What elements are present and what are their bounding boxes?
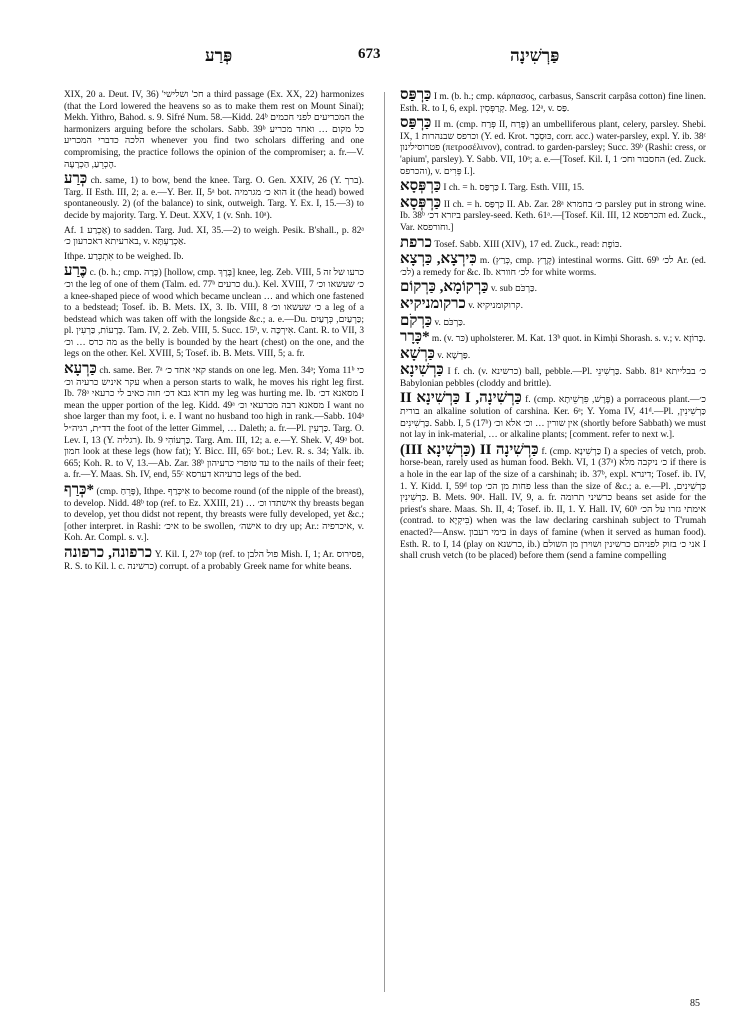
entry-headword: כַּרְפְּסָא bbox=[400, 178, 442, 195]
dictionary-entry bbox=[400, 115, 707, 178]
entry-headword: *כְּרַף bbox=[64, 482, 94, 498]
entry-text: ch. same, 1) to bow, bend the knee. Targ. O. Gen. XXIV, 26 (Y. ברך). Targ. II Esth. III, 2; a. e.—Y. Ber. II, 5ᵃ bot. הוא כ׳ מגרמיה it (the head) bowed spontaneously. 2) (of the balance) to sink, outweigh. Targ. Y. Ex. I, 15.—3) to decide by majority. Targ. Y. Deut. XXV, 1 (v. Snh. 10ᵃ). bbox=[64, 176, 364, 221]
dictionary-entry bbox=[64, 171, 364, 222]
dictionary-entry bbox=[400, 234, 706, 252]
dictionary-entry bbox=[400, 441, 707, 563]
entry-text: II m. (cmp. פְּרַח II, פֶּרַח) an umbelliferous plant, celery, parsley. Shebi. IX, 1 וכרפס שבנהרות (Y. ed. Krot. כּוּסְבָר, corr. acc.) water-parsley, expl. Y. ib. 38ᶜ פטרוסילינון (πετροσέλινον), contrad. to garden-parsley; Succ. 39ᵇ (Rashi: cress, or 'apium', parsley). Y. Sabb. VII, 10ᵃ; a. e.—[Tosef. Kil. I, 1 החסבור וחכ׳ (ed. Zuck. והכרפס), v. פְּרִים I.]. bbox=[400, 120, 707, 177]
entry-text: v. sub כַּרְכֹּם. bbox=[490, 284, 537, 295]
dictionary-entry bbox=[400, 345, 706, 363]
dictionary-entry bbox=[400, 362, 706, 390]
folio-number: 85 bbox=[690, 998, 700, 1009]
entry-headword: כַּרְקוֹמָא, כַּרְקוֹם bbox=[400, 279, 489, 296]
entry-headword: כֶּרַע bbox=[64, 263, 88, 280]
entry-text: XIX, 20 a. Deut. IV, 36) 'חכ' ושלישי a third passage (Ex. XX, 22) harmonizes (that the Lord lowered the heavens so as to make them rest on Mount Sinai); Mekh. Yithro, Bahod. s. 9. Sifré Num. 58.—Kidd. 24ᵇ המכריעים לפני חכמים the harmonizers arguing before the scholars. Sabb. 39ᵇ כל מקום … ואחד מכריע הלכה כדברי המכריע whenever you find two scholars differing and one compromising, the practice follows the opinion of the compromiser; a. fr.—V. הֶכְרֵעַ, הַכְרָעָה. bbox=[64, 90, 365, 170]
entry-headword: כרפונה, כרפונה bbox=[64, 544, 153, 561]
dictionary-entry bbox=[400, 312, 706, 330]
entry-headword: כרקומניקיא bbox=[400, 295, 466, 312]
entry-text: f. (cmp. כַּרְשִׁינָא I) a species of vetch, prob. horse-bean, rarely used as human food. Bekh. VI, 1 (37ᵃ) כ׳ ניקבה מלא if there is a hole in the ear lap of the size of a carshinah; ib. 37ᵇ, expl. דינרא; Tosef. ib. IV, 1. Y. Kidd. I, 59ᵈ top פחות מן הכ׳ less than the size of &c.; a. e.—Pl. כַּרְשִׁינִים, כַּרְשִׁינִין. B. Mets. 90ᵃ. Hall. IV, 9, a. fr. כרשיני תרומה beans set aside for the priest's share. Maas. Sh. II, 4; Tosef. ib. II, 1. Y. Hall. IV, 60ᵇ אימתי גזרו על הכ׳ (contrad. to בִּיקְיָא) when was the law declaring carshinah subject to T'rumah enacted?—Answ. בימי רעבון in days of famine (when it served as human food). Esth. R. to I, 14 (play on כרשנא, ib.) אני כ׳ בזוק לפניהם כרשינין ושוירן מן השולם I shall crush vetch (to be placed) before them (send a famine compelling bbox=[400, 446, 707, 562]
entry-headword: כְּרַע bbox=[64, 171, 88, 188]
page-number: 673 bbox=[358, 46, 381, 62]
entry-text: II ch. = h. כַּרְפַּס II. Ab. Zar. 28ᵃ כ׳ בחמרא parsley put in strong wine. Ib. 38ᵇ ביזרא דכ׳ parsley-seed. Keth. 61ᵃ.—[Tosef. Kil. III, 12 והכרפסא ed. Zuck., Var. וחורפסא.] bbox=[400, 199, 707, 233]
running-head-right: פַּרְשִׁינָה bbox=[510, 46, 560, 65]
entry-text: Y. Kil. I, 27ᵃ top (ref. to פול הלבן Mish. I, 1; Ar. פסירוס, R. S. to Kil. l. c. כרשינה) corrupt. of a probably Greek name for white beans. bbox=[64, 549, 365, 572]
dictionary-entry bbox=[400, 390, 706, 441]
entry-headword: כִּירְצָא, כַּרְצָא bbox=[400, 251, 477, 268]
entry-text: Af. אַכְרַע 1) to sadden. Targ. Jud. XI, 35.—2) to weigh. Pesik. B'shall., p. 82ᵃ בארעיתא דאכרעון כ׳, v. אַכְרַעְתָּא. bbox=[64, 225, 364, 248]
entry-text: m. (כְּרַץ, cmp. קֶרֶץ) intestinal worms. Gitt. 69ᵇ לכ׳ Ar. (ed. לכ׳) a remedy for &c. Ib. לכ׳ חוורא for white worms. bbox=[400, 256, 706, 278]
entry-headword: כַּרְשִׁינָה, I כַּרְשִׁינָא II bbox=[400, 390, 522, 407]
dictionary-entry bbox=[400, 178, 706, 195]
entry-text: c. (b. h.; cmp. כָּרָה) [hollow, cmp. בֶּרֶךְ] knee, leg. Zeb. VIII, 5 כרעו של זה וכ׳ the leg of one of them (Talm. ed. 77ᵇ כרעים du.). Kel. XVIII, 7 כ׳ שעשאו וכ׳ a knee-shaped piece of wood which became unclean … and which one fastened to a bedstead; Tosef. ib. B. Mets. IX, 3. Ib. VIII, 8 כ׳ שעשאו וכ׳ a leg of a bedstead which was taken off with the longside &c.; a. e.—Du. כַּרְעַיִם, כְּרָעַיִם; pl. כְּרָעוֹת, כַּרְעִין. Tam. IV, 2. Zeb. VIII, 5. Succ. 15ᵇ, v. אִירְכָּה. Cant. R. to VII, 3 מה כרס … וכ׳ as the belly is bounded by the heart (chest) on the one, and the legs on the other. Kel. XVIII, 5; Tosef. ib. B. Mets. VIII, 5; a. fr. bbox=[64, 268, 365, 360]
right-column bbox=[400, 87, 707, 566]
dictionary-entry bbox=[400, 251, 706, 279]
dictionary-entry bbox=[64, 90, 364, 171]
entry-text: v. פַּרְשָׁא. bbox=[437, 350, 471, 361]
entry-headword: כַּרְקֹם bbox=[400, 312, 433, 329]
entry-text: m. (v. כּר) upholsterer. M. Kat. 13ᵇ quot. in Kimḥi Shorash. s. v.; v. כָּרוֹזָא. bbox=[431, 334, 706, 345]
entry-headword: כַּרְשִׁינָא bbox=[400, 362, 444, 379]
entry-headword: כַּרְפְּסָא bbox=[400, 194, 442, 211]
dictionary-entry bbox=[64, 361, 365, 482]
entry-headword: כַּרְשִׁינָה II (כַּרְשִׁינָא III) bbox=[400, 441, 539, 458]
left-column bbox=[64, 90, 364, 576]
dictionary-entry bbox=[400, 295, 706, 313]
running-head-left: פְּרַע bbox=[205, 46, 233, 65]
dictionary-entry bbox=[400, 329, 706, 346]
entry-text: (cmp. פָּרֵחַ), Ithpe. אִיכְּרַף to become round (of the nipple of the breast), to develop. Nidd. 48ᵇ top (ref. to Ez. XXIII, 21) … אישתדו וכ׳ thy breasts began to develop, yet thou didst not repent, thy breasts were fully developed, yet &c.; [other interpret. in Rashi: איכ׳ to be swollen, אישה׳ to dry up; Ar.: איכרפיה, v. Koh. Ar. Compl. s. v.]. bbox=[64, 487, 365, 544]
dictionary-entry bbox=[400, 87, 707, 115]
dictionary-entry bbox=[64, 544, 365, 573]
entry-headword: כַּרְפַּס bbox=[400, 115, 432, 132]
dictionary-entry bbox=[64, 482, 365, 545]
dictionary-entry bbox=[400, 279, 706, 296]
entry-text: I f. ch. (v. כרשינא) ball, pebble.—Pl. כַּרְשִׁינֵי. Sabb. 81ᵃ כ׳ בבלייתא Babylonian pebbles (cloddy and brittle). bbox=[400, 367, 706, 389]
entry-text: ch. same. Ber. 7ᵃ קאי אחד כ׳ stands on one leg. Men. 34ᵃ; Yoma 11ᵇ כי עקר איניש כרעיה וכ׳ when a person starts to walk, he moves his right leg first. Ib. 78ᵃ חדא גבא דכ׳ חוה כאיב לי כרעאי my leg was hurting me. Ib. מסאנא דכ׳ I mean the upper portion of the leg. Kidd. 49ᵃ מסאנא רבה מכרעאי וכ׳ I want no shoe larger than my foot, i. e. I want no husband too high in rank.—Sabb. 104ᵃ דד״ת, רגיה״ל the foot of the letter Gimmel, … Daleth; a. fr.—Pl. כַּרְעִין. Targ. O. Lev. I, 13 (Y. רגליה). Ib. 9 כַּרְעוֹהִי. Targ. Am. III, 12; a. e.—Y. Shek. V, 49ᵃ bot. חמון look at these legs (how fat); Y. Bicc. III, 65ᶜ bot.; Lev. R. s. 34; Yalk. ib. 665; Koh. R. to V, 13.—Ab. Zar. 38ᵇ עד טופרי כרעיהון to the nails of their feet; a. fr.—Y. Maas. Sh. IV, end, 55ᶜ כרעיהא דערסא legs of the bed. bbox=[64, 366, 365, 481]
column-divider bbox=[384, 92, 385, 992]
dictionary-entry bbox=[400, 194, 707, 235]
entry-text: Tosef. Sabb. XIII (XIV), 17 ed. Zuck., read: כּוֹפֶת. bbox=[434, 239, 622, 250]
entry-text: f. (cmp. פֶּרֶשׁ, פִּרְשֵׁיתָא) a porraceous plant.—כ׳ בורית an alkaline solution of carshina. Ker. 6ᵃ; Y. Yoma IV, 41ᵈ.—Pl. כַּרְשִׁינִין, כַּרְשִׁינִים. Sabb. I, 5 (17ᵇ) אין שורין … וכ׳ אלא וכ׳ (shortly before Sabbath) we must not lay in ink-material, … or alkaline plants; [comment. refer to next w.]. bbox=[400, 395, 706, 441]
dictionary-entry bbox=[64, 226, 364, 249]
entry-text: Ithpe. אִתְכְּרַע to be weighed. Ib. bbox=[64, 251, 184, 262]
entry-text: v. קרוקומניקיא. bbox=[468, 300, 523, 311]
entry-headword: כרפת bbox=[400, 234, 433, 251]
entry-text: v. כַּרְכֹּם. bbox=[434, 317, 466, 328]
entry-headword: כַּרְעָא bbox=[64, 361, 97, 378]
dictionary-entry bbox=[64, 252, 364, 264]
entry-headword: כַּרְפַּס bbox=[400, 87, 432, 103]
entry-headword: *כָּרָר bbox=[400, 329, 430, 346]
entry-text: I ch. = h. כַּרְפַּס I. Targ. Esth. VIII, 15. bbox=[443, 183, 585, 194]
dictionary-entry bbox=[64, 263, 365, 361]
entry-headword: כַּרְשָׁא bbox=[400, 345, 435, 362]
entry-text: I m. (b. h.; cmp. κάρπασος, carbasus, Sanscrit carpâsa cotton) fine linen. Esth. R. to I, 6, expl. קְרַפְּסִין. Meg. 12ᵃ, v. פַּס. bbox=[400, 92, 707, 114]
